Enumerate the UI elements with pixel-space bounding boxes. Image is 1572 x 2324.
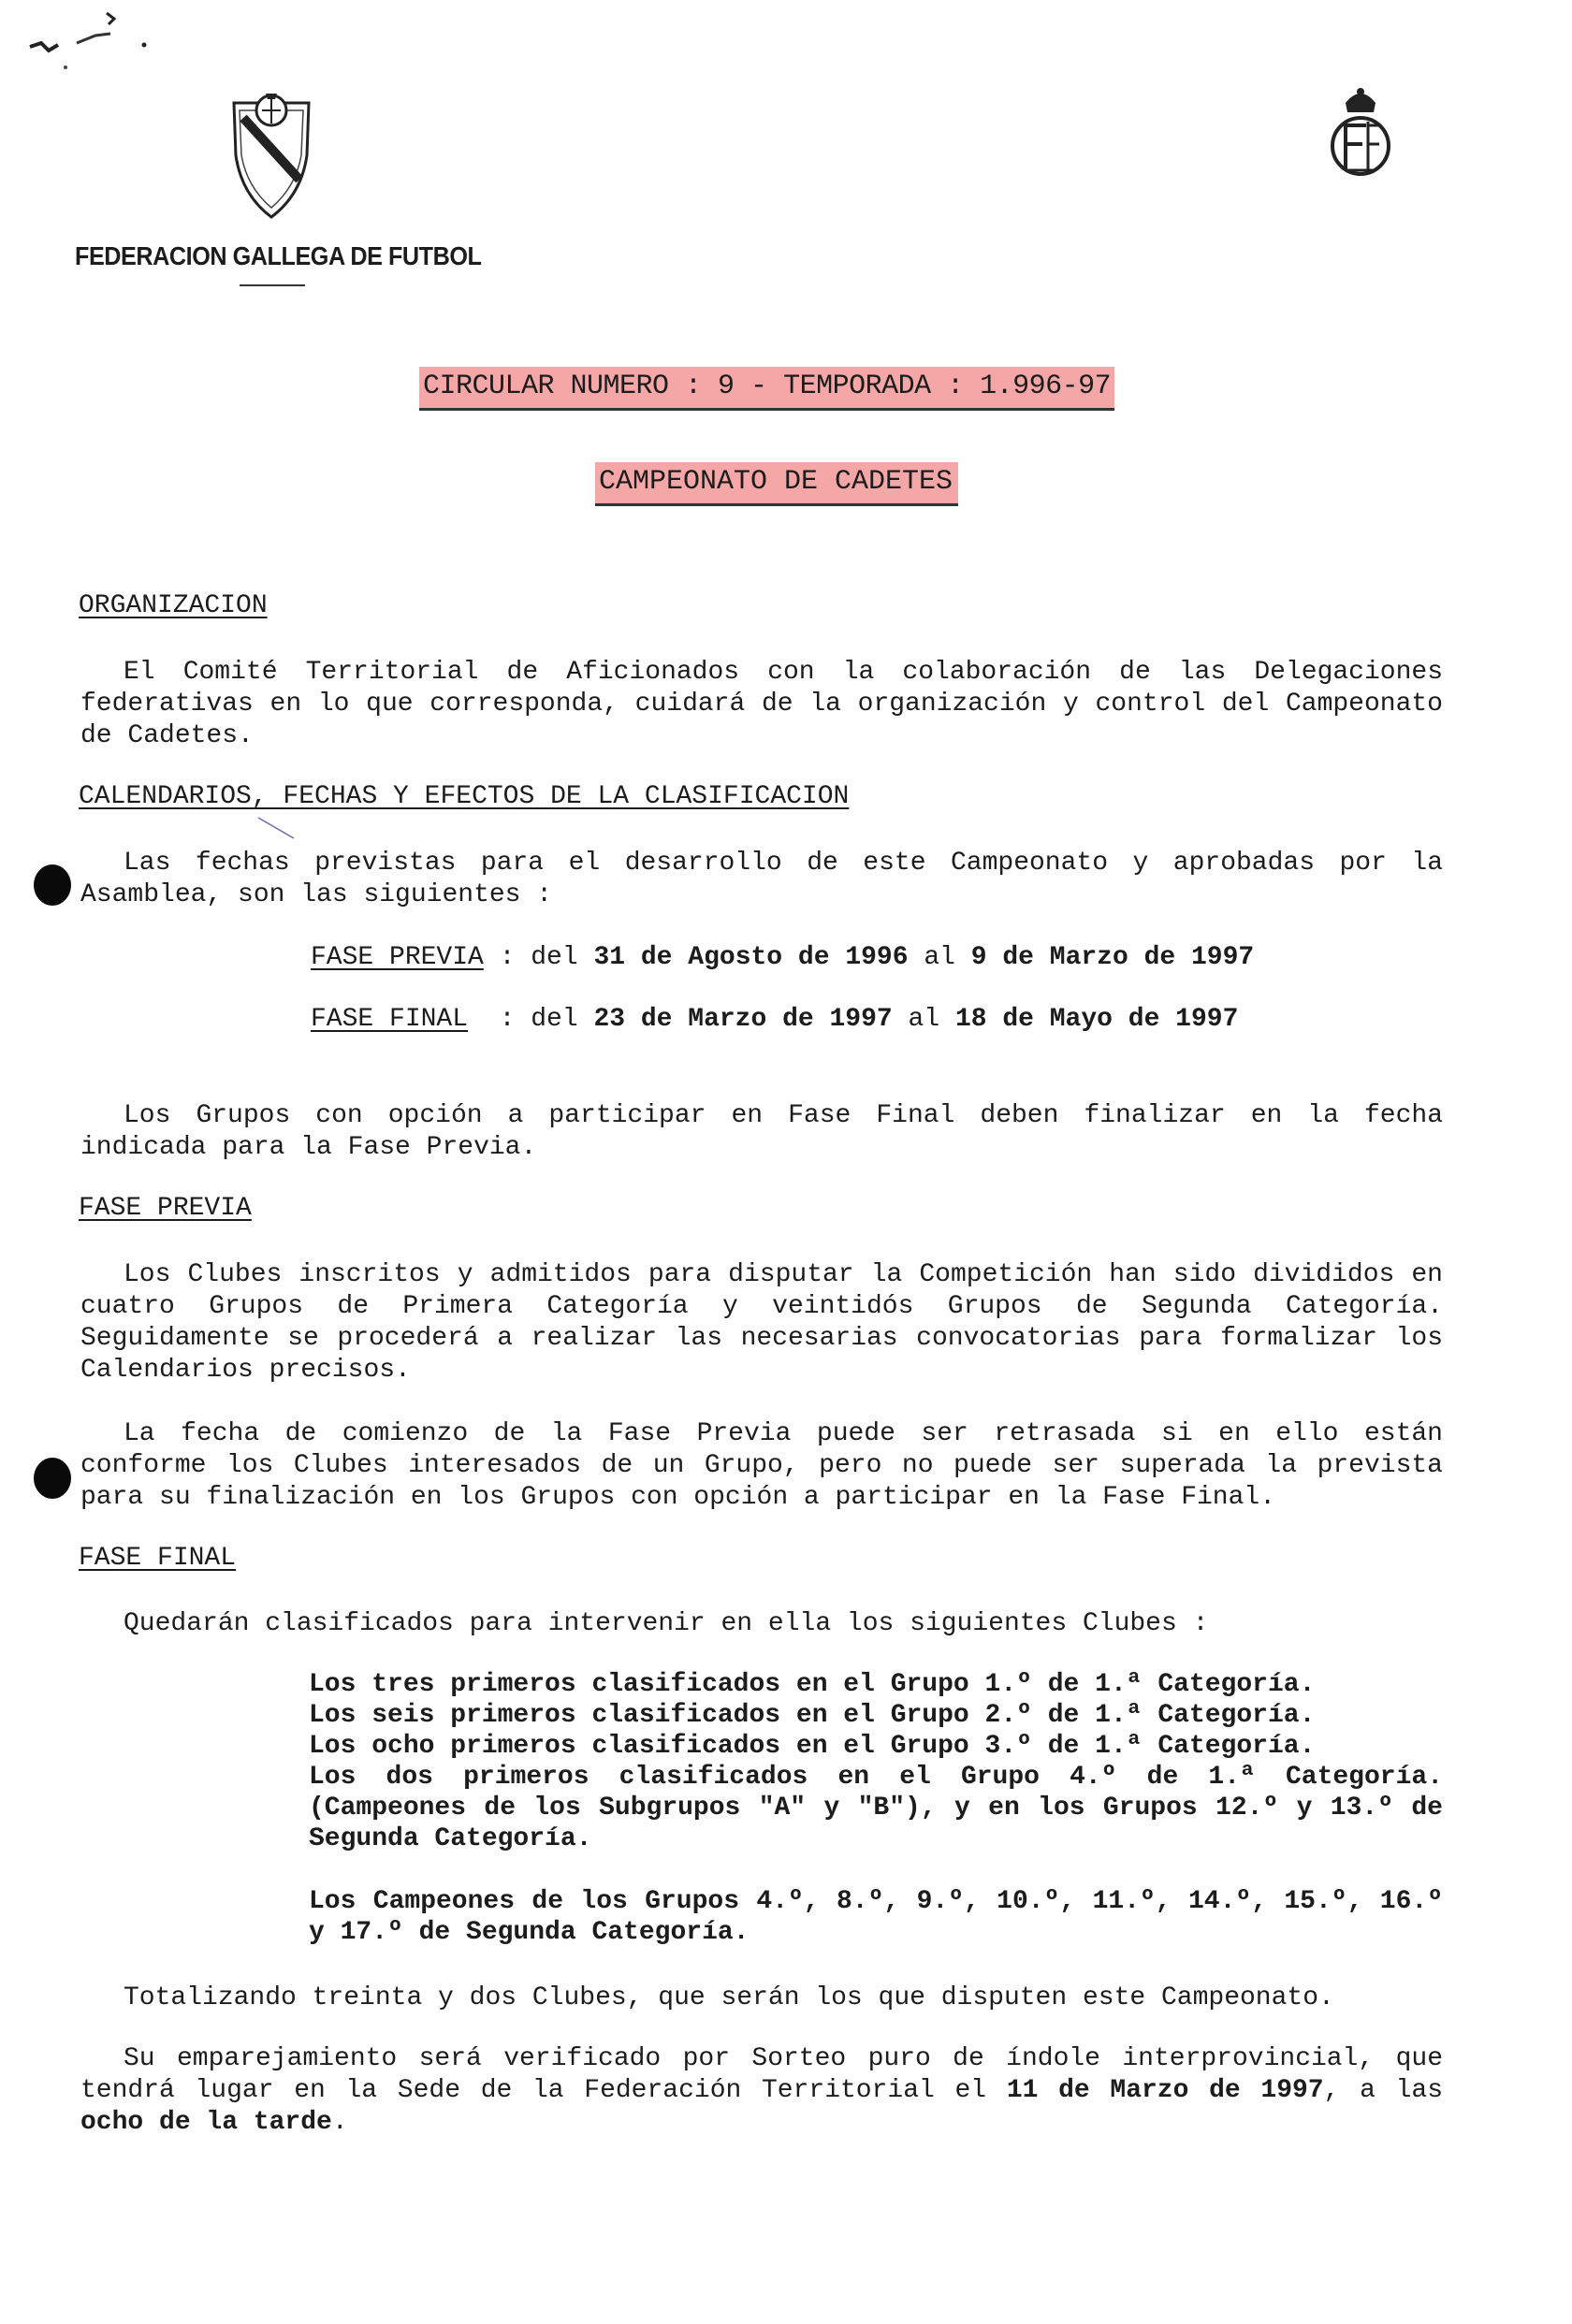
divider [240,284,305,286]
fase-final-end: 18 de Mayo de 1997 [954,1005,1239,1034]
fase-previa-label: FASE PREVIA [311,943,484,972]
fase-final-intro: Quedarán clasificados para intervenir en ella los siguientes Clubes : [124,1609,1209,1638]
fase-final-label: FASE FINAL [311,1005,469,1034]
qualified-list-second [309,1886,1443,1948]
circular-subtitle: CAMPEONATO DE CADETES [595,462,958,506]
galician-federation-crest-icon [228,90,314,221]
pen-tick [256,816,303,840]
fase-final-dates: FASE FINAL : del 23 de Marzo de 1997 al 18 de Mayo de 1997 [311,1005,1239,1034]
total-clubs: Totalizando treinta y dos Clubes, que serán los que disputen este Campeonato. [124,1983,1334,2012]
binder-hole-mark [34,864,71,906]
fase-previa-start: 31 de Agosto de 1996 [593,943,909,972]
qualified-list-first [309,1669,1443,1854]
fase-previa-p1: Los Clubes inscritos y admitidos para disputar la Competición han sido divididos en cuatro Grupos de Primera Categoría y veintidós Grupos de Segunda Categoría. Seguidamente se procederá a realizar las necesarias convocatorias para formalizar los Calendarios precisos. [80,1260,1443,1385]
binder-hole-mark [34,1458,71,1499]
fase-previa-end: 9 de Marzo de 1997 [970,943,1255,972]
calendarios-note: Los Grupos con opción a participar en Fase Final deben finalizar en la fecha indicada para la Fase Previa. [80,1101,1443,1162]
draw-paragraph: Su emparejamiento será verificado por Sorteo puro de índole interprovincial, que tendrá lugar en la Sede de la Federación Territorial el 11 de Marzo de 1997, a las ocho de la tarde. [80,2044,1443,2137]
heading-organizacion: ORGANIZACION [79,591,268,620]
circular-title: CIRCULAR NUMERO : 9 - TEMPORADA : 1.996-97 [419,367,1114,411]
draw-time: ocho de la tarde [80,2108,332,2137]
heading-calendarios: CALENDARIOS, FECHAS Y EFECTOS DE LA CLASIFICACION [79,782,850,811]
organizacion-text: El Comité Territorial de Aficionados con la colaboración de las Delegaciones federativas en lo que corresponda, cuidará de la organización y control del Campeonato de Cadetes. [80,658,1443,750]
list-item: Los seis primeros clasificados en el Grupo 2.º de 1.ª Categoría. [309,1701,1316,1730]
draw-date: 11 de Marzo de 1997 [1006,2076,1324,2105]
fase-previa-p2: La fecha de comienzo de la Fase Previa puede ser retrasada si en ello están conforme los Clubes interesados de un Grupo, pero no puede ser superada la prevista para su finalización en los Grupos con opción a participar en la Fase Final. [80,1419,1443,1512]
fase-previa-dates: FASE PREVIA : del 31 de Agosto de 1996 al 9 de Marzo de 1997 [311,943,1255,972]
federation-name: FEDERACION GALLEGA DE FUTBOL [75,241,482,270]
heading-fase-final: FASE FINAL [79,1544,237,1573]
list-item: Los Campeones de los Grupos 4.º, 8.º, 9.º, 10.º, 11.º, 14.º, 15.º, 16.º y 17.º de Segunda Categoría. [309,1887,1443,1947]
heading-fase-previa: FASE PREVIA [79,1194,252,1223]
list-item: Los ocho primeros clasificados en el Grupo 3.º de 1.ª Categoría. [309,1732,1316,1761]
pen-scribble [21,9,152,75]
spanish-federation-crest-icon [1327,84,1394,189]
calendarios-intro: Las fechas previstas para el desarrollo de este Campeonato y aprobadas por la Asamblea, son las siguientes : [80,849,1443,909]
fase-final-start: 23 de Marzo de 1997 [593,1005,893,1034]
list-item: Los dos primeros clasificados en el Grupo 4.º de 1.ª Categoría. (Campeones de los Subgrupos "A" y "B"), y en los Grupos 12.º y 13.º de Segunda Categoría. [309,1763,1443,1853]
list-item: Los tres primeros clasificados en el Grupo 1.º de 1.ª Categoría. [309,1670,1316,1699]
